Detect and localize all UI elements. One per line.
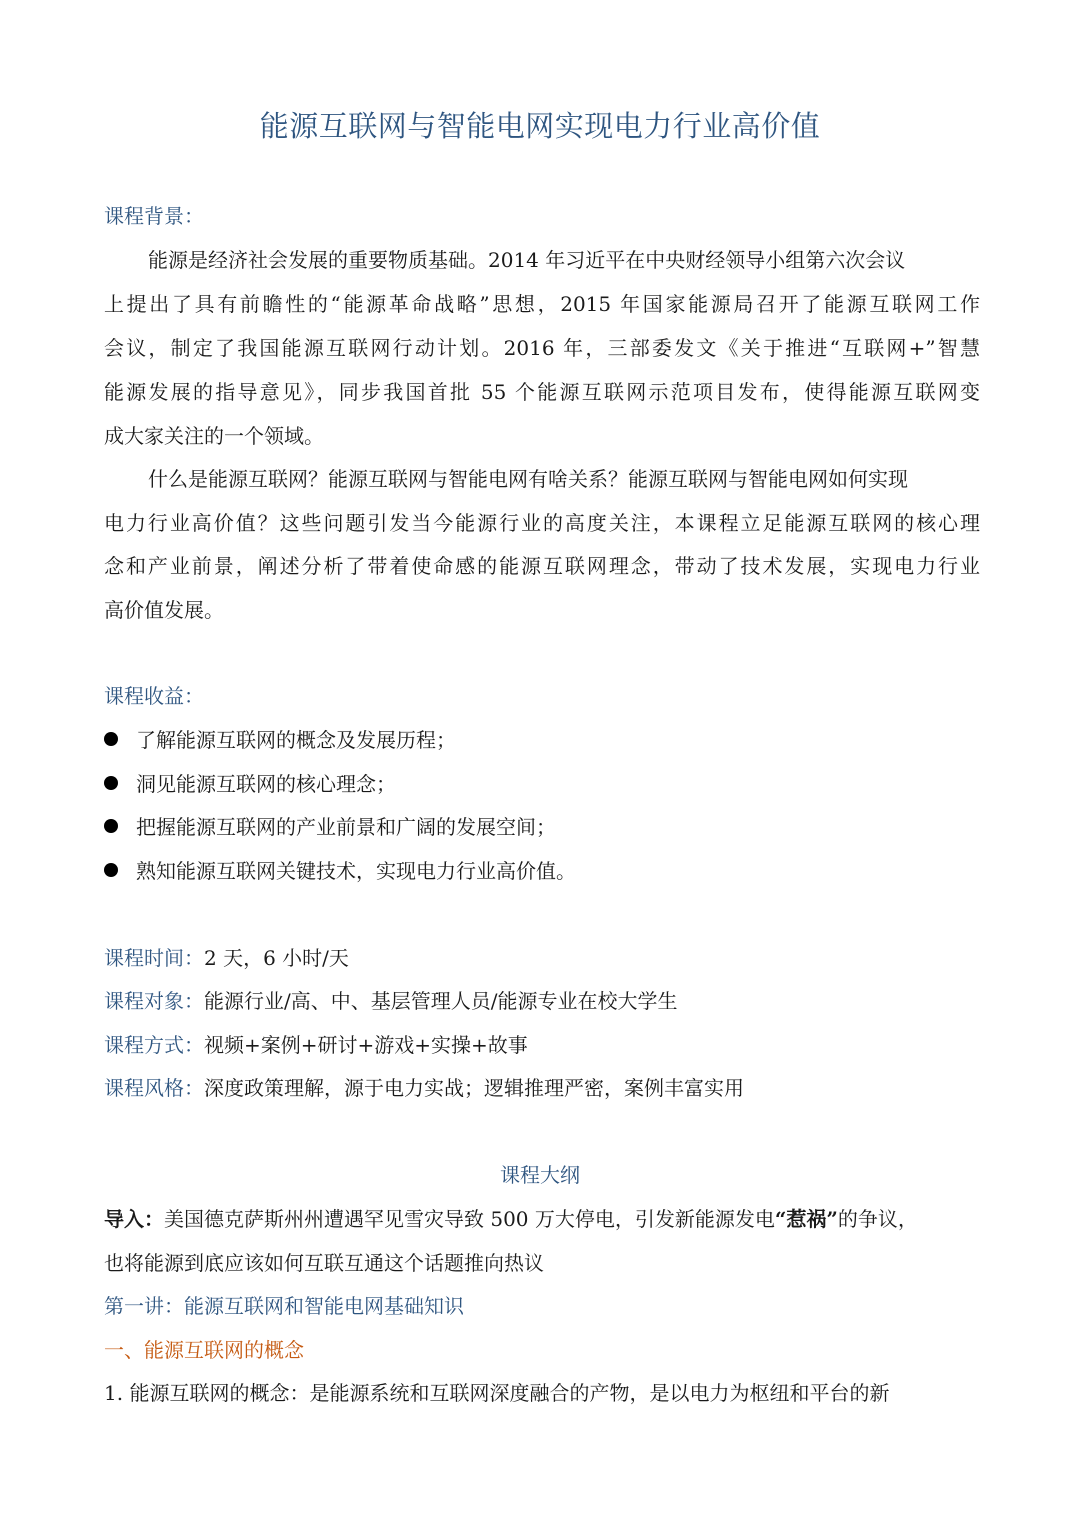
outline-heading: 课程大纲 (500, 1163, 580, 1187)
benefit-item: 了解能源互联网的概念及发展历程； (104, 725, 980, 755)
outline-item-1: 1. 能源互联网的概念：是能源系统和互联网深度融合的产物，是以电力为枢纽和平台的新 (104, 1381, 890, 1405)
benefit-item: 洞见能源互联网的核心理念； (104, 769, 980, 799)
background-para1-line: 能源发展的指导意见》，同步我国首批 55 个能源互联网示范项目发布，使得能源互联网变 (104, 380, 980, 404)
background-para2-line: 念和产业前景，阐述分析了带着使命感的能源互联网理念，带动了技术发展，实现电力行业 (104, 554, 980, 578)
info-value: 深度政策理解，源于电力实战；逻辑推理严密，案例丰富实用 (204, 1076, 744, 1100)
info-label: 课程方式： (104, 1033, 204, 1057)
document-title: 能源互联网与智能电网实现电力行业高价值 (259, 109, 821, 143)
info-label: 课程对象： (104, 989, 204, 1013)
background-para1-line: 成大家关注的一个领域。 (104, 424, 324, 448)
background-para2-line: 高价值发展。 (104, 598, 224, 622)
info-label: 课程风格： (104, 1076, 204, 1100)
info-value: 2 天，6 小时/天 (204, 946, 349, 970)
background-para1-line: 会议，制定了我国能源互联网行动计划。2016 年，三部委发文《关于推进“互联网+”智慧 (104, 336, 980, 360)
background-para1-line: 上提出了具有前瞻性的“能源革命战略”思想，2015 年国家能源局召开了能源互联网工作 (104, 292, 980, 316)
info-value: 能源行业/高、中、基层管理人员/能源专业在校大学生 (204, 989, 678, 1013)
bullet-icon (104, 819, 118, 833)
background-para2-line: 电力行业高价值？这些问题引发当今能源行业的高度关注，本课程立足能源互联网的核心理 (104, 511, 980, 535)
background-para1-line: 能源是经济社会发展的重要物质基础。2014 年习近平在中央财经领导小组第六次会议 (148, 248, 906, 272)
info-label: 课程时间： (104, 946, 204, 970)
info-style (104, 1073, 980, 1103)
benefits-heading: 课程收益： (104, 684, 204, 708)
background-heading: 课程背景： (104, 204, 204, 228)
info-method (104, 1030, 980, 1060)
info-time (104, 943, 980, 973)
outline-intro-line2: 也将能源到底应该如何互联互通这个话题推向热议 (104, 1251, 544, 1275)
lecture-1-heading: 第一讲：能源互联网和智能电网基础知识 (104, 1294, 464, 1318)
info-value: 视频+案例+研讨+游戏+实操+故事 (204, 1033, 528, 1057)
intro-label: 导入： (104, 1207, 164, 1231)
benefit-item: 熟知能源互联网关键技术，实现电力行业高价值。 (104, 856, 980, 886)
outline-intro: 导入：美国德克萨斯州州遭遇罕见雪灾导致 500 万大停电，引发新能源发电“惹祸”的争议， (104, 1207, 918, 1231)
section-1-heading: 一、能源互联网的概念 (104, 1338, 304, 1362)
info-audience (104, 986, 980, 1016)
bullet-icon (104, 776, 118, 790)
bullet-icon (104, 863, 118, 877)
benefit-item: 把握能源互联网的产业前景和广阔的发展空间； (104, 812, 980, 842)
background-para2-line: 什么是能源互联网？能源互联网与智能电网有啥关系？能源互联网与智能电网如何实现 (148, 467, 908, 491)
bullet-icon (104, 732, 118, 746)
